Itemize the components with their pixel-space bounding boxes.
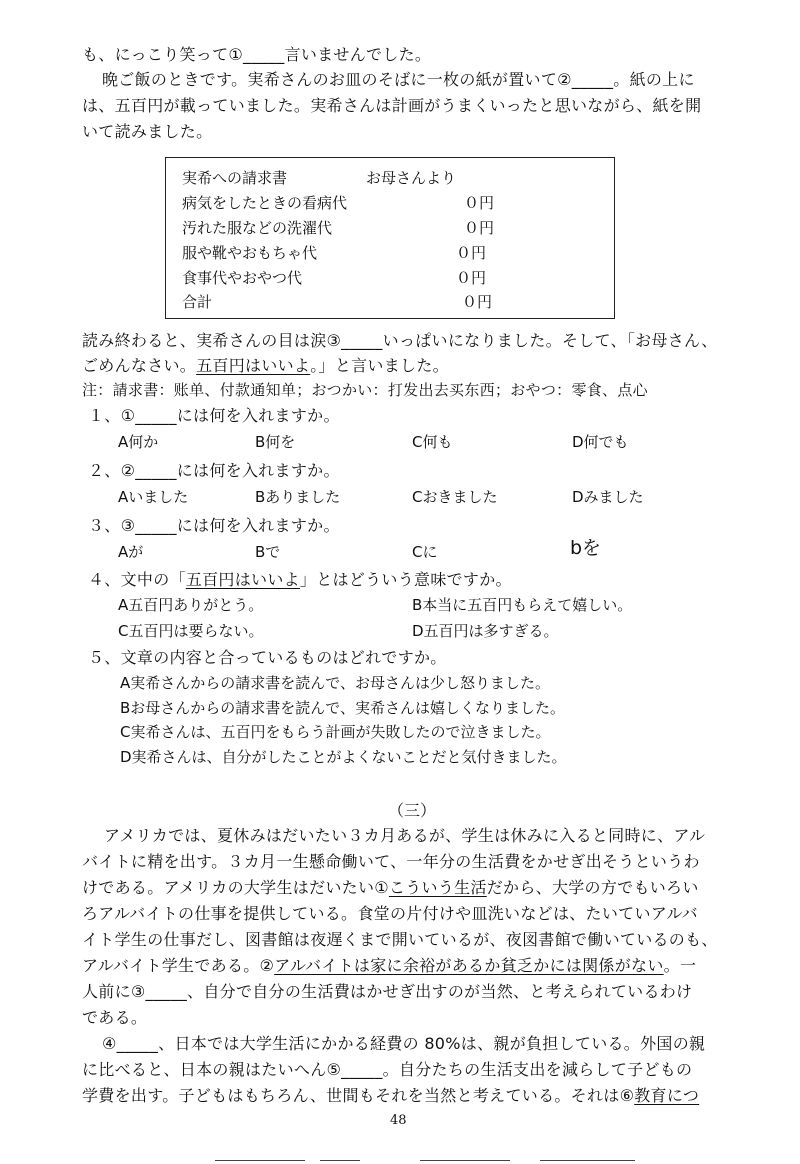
- underlined-phrase: アルバイトは家に余裕があるか貧乏かには関係がない: [274, 956, 664, 975]
- passage-text: 学費を出す。子どもはもちろん、世間もそれを当然と考えている。それは⑥: [82, 1086, 635, 1105]
- invoice-amount: ０円: [462, 293, 493, 311]
- footer-divider: [540, 1160, 635, 1161]
- option-d[interactable]: D実希さんは、自分がしたことがよくないことだと気付きました。: [120, 748, 567, 766]
- passage-line: [82, 956, 696, 976]
- passage-line: は、五百円が載っていました。実希さんは計画がうまくいったと思いながら、紙を開: [82, 96, 702, 115]
- passage-text: アルバイト学生である。②: [82, 956, 275, 975]
- option-b[interactable]: B本当に五百円もらえて嬉しい。: [412, 596, 633, 614]
- invoice-from: お母さんより: [366, 169, 457, 187]
- invoice-box: [165, 157, 615, 319]
- option-a[interactable]: A実希さんからの請求書を読んで、お母さんは少し怒りました。: [120, 674, 550, 692]
- invoice-amount: ０円: [464, 194, 495, 212]
- option-c[interactable]: C五百円は要らない。: [118, 622, 264, 640]
- invoice-item: 食事代やおやつ代: [182, 269, 303, 287]
- passage-line: バイトに精を出す。３カ月一生懸命働いて、一年分の生活費をかせぎ出そうというわ: [82, 852, 700, 871]
- invoice-item: 合計: [182, 293, 213, 311]
- underlined-phrase: 五百円はいいよ: [196, 356, 311, 375]
- option-b[interactable]: Bありました: [255, 488, 341, 506]
- option-d[interactable]: Dみました: [572, 488, 644, 506]
- invoice-amount: ０円: [456, 244, 487, 262]
- invoice-title: 実希への請求書: [182, 169, 288, 187]
- option-d[interactable]: D何でも: [572, 433, 629, 451]
- footer-divider: [320, 1160, 360, 1161]
- passage-line: 読み終わると、実希さんの目は涙③_____いっぱいになりました。そして、「お母さん、: [82, 331, 718, 350]
- option-c[interactable]: C実希さんは、五百円をもらう計画が失敗したので泣きました。: [120, 723, 551, 741]
- option-c[interactable]: Cおきました: [412, 488, 498, 506]
- invoice-item: 病気をしたときの看病代: [182, 194, 348, 212]
- question-5: ５、文章の内容と合っているものはどれですか。: [88, 648, 447, 667]
- section-heading: （三）: [388, 801, 437, 820]
- question-text: ４、文中の「: [88, 570, 186, 589]
- option-b[interactable]: B何を: [255, 433, 296, 451]
- option-b[interactable]: Bで: [255, 543, 281, 561]
- invoice-item: 汚れた服などの洗濯代: [182, 219, 333, 237]
- passage-line: ④_____、日本では大学生活にかかる経費の 80%は、親が負担している。外国の親: [102, 1034, 706, 1053]
- invoice-amount: ０円: [464, 219, 495, 237]
- question-text: 」とはどういう意味ですか。: [299, 570, 512, 589]
- page-number: 48: [390, 1113, 407, 1128]
- option-c[interactable]: Cに: [412, 543, 438, 561]
- option-a[interactable]: A五百円ありがとう。: [118, 596, 264, 614]
- passage-text: 。一: [663, 956, 697, 975]
- passage-line: 人前に③_____、自分で自分の生活費はかせぎ出すのが当然、と考えられているわけ: [82, 982, 693, 1001]
- vocab-note: 注：請求書：账单、付款通知单；おつかい：打发出去买东西；おやつ：零食、点心: [82, 381, 648, 399]
- passage-text: だから、大学の方でもいろい: [486, 878, 699, 897]
- passage-text: けである。アメリカの大学生はだいたい①: [82, 878, 389, 897]
- footer-divider: [420, 1160, 510, 1161]
- invoice-item: 服や靴やおもちゃ代: [182, 244, 318, 262]
- underlined-phrase: こういう生活: [388, 878, 487, 897]
- passage-line: である。: [82, 1008, 148, 1027]
- passage-line: いて読みました。: [82, 122, 213, 141]
- question-3: ３、③_____には何を入れますか。: [88, 516, 340, 535]
- underlined-phrase: 五百円はいいよ: [185, 570, 300, 589]
- option-c[interactable]: C何も: [412, 433, 453, 451]
- option-d[interactable]: bを: [570, 537, 602, 559]
- option-d[interactable]: D五百円は多すぎる。: [412, 622, 559, 640]
- passage-line: に比べると、日本の親はたいへん⑤_____。自分たちの生活支出を減らして子どもの: [82, 1060, 693, 1079]
- passage-text: ごめんなさい。: [82, 356, 197, 375]
- passage-line: 晩ご飯のときです。実希さんのお皿のそばに一枚の紙が置いて②_____。紙の上に: [102, 70, 695, 89]
- passage-line: ろアルバイトの仕事を提供している。食堂の片付けや皿洗いなどは、たいていアルバ: [82, 904, 698, 923]
- footer-divider: [215, 1160, 305, 1161]
- passage-line: [82, 356, 449, 376]
- passage-line: も、にっこり笑って①_____言いませんでした。: [82, 45, 432, 64]
- option-b[interactable]: Bお母さんからの請求書を読んで、実希さんは嬉しくなりました。: [120, 699, 565, 717]
- passage-line: [82, 878, 699, 898]
- question-1: １、①_____には何を入れますか。: [88, 406, 340, 425]
- passage-line: アメリカでは、夏休みはだいたい３カ月あるが、学生は休みに入ると同時に、アル: [104, 826, 706, 845]
- option-a[interactable]: Aが: [118, 543, 144, 561]
- underlined-phrase: 教育につ: [634, 1086, 700, 1105]
- passage-text: 。」と言いました。: [310, 356, 449, 375]
- invoice-amount: ０円: [456, 269, 487, 287]
- passage-line: イト学生の仕事だし、図書館は夜遅くまで開いているが、夜図書館で働いているのも、: [82, 930, 718, 949]
- passage-line: [82, 1086, 699, 1106]
- option-a[interactable]: Aいました: [118, 488, 189, 506]
- option-a[interactable]: A何か: [118, 433, 159, 451]
- question-4: [88, 570, 512, 590]
- question-2: ２、②_____には何を入れますか。: [88, 461, 340, 480]
